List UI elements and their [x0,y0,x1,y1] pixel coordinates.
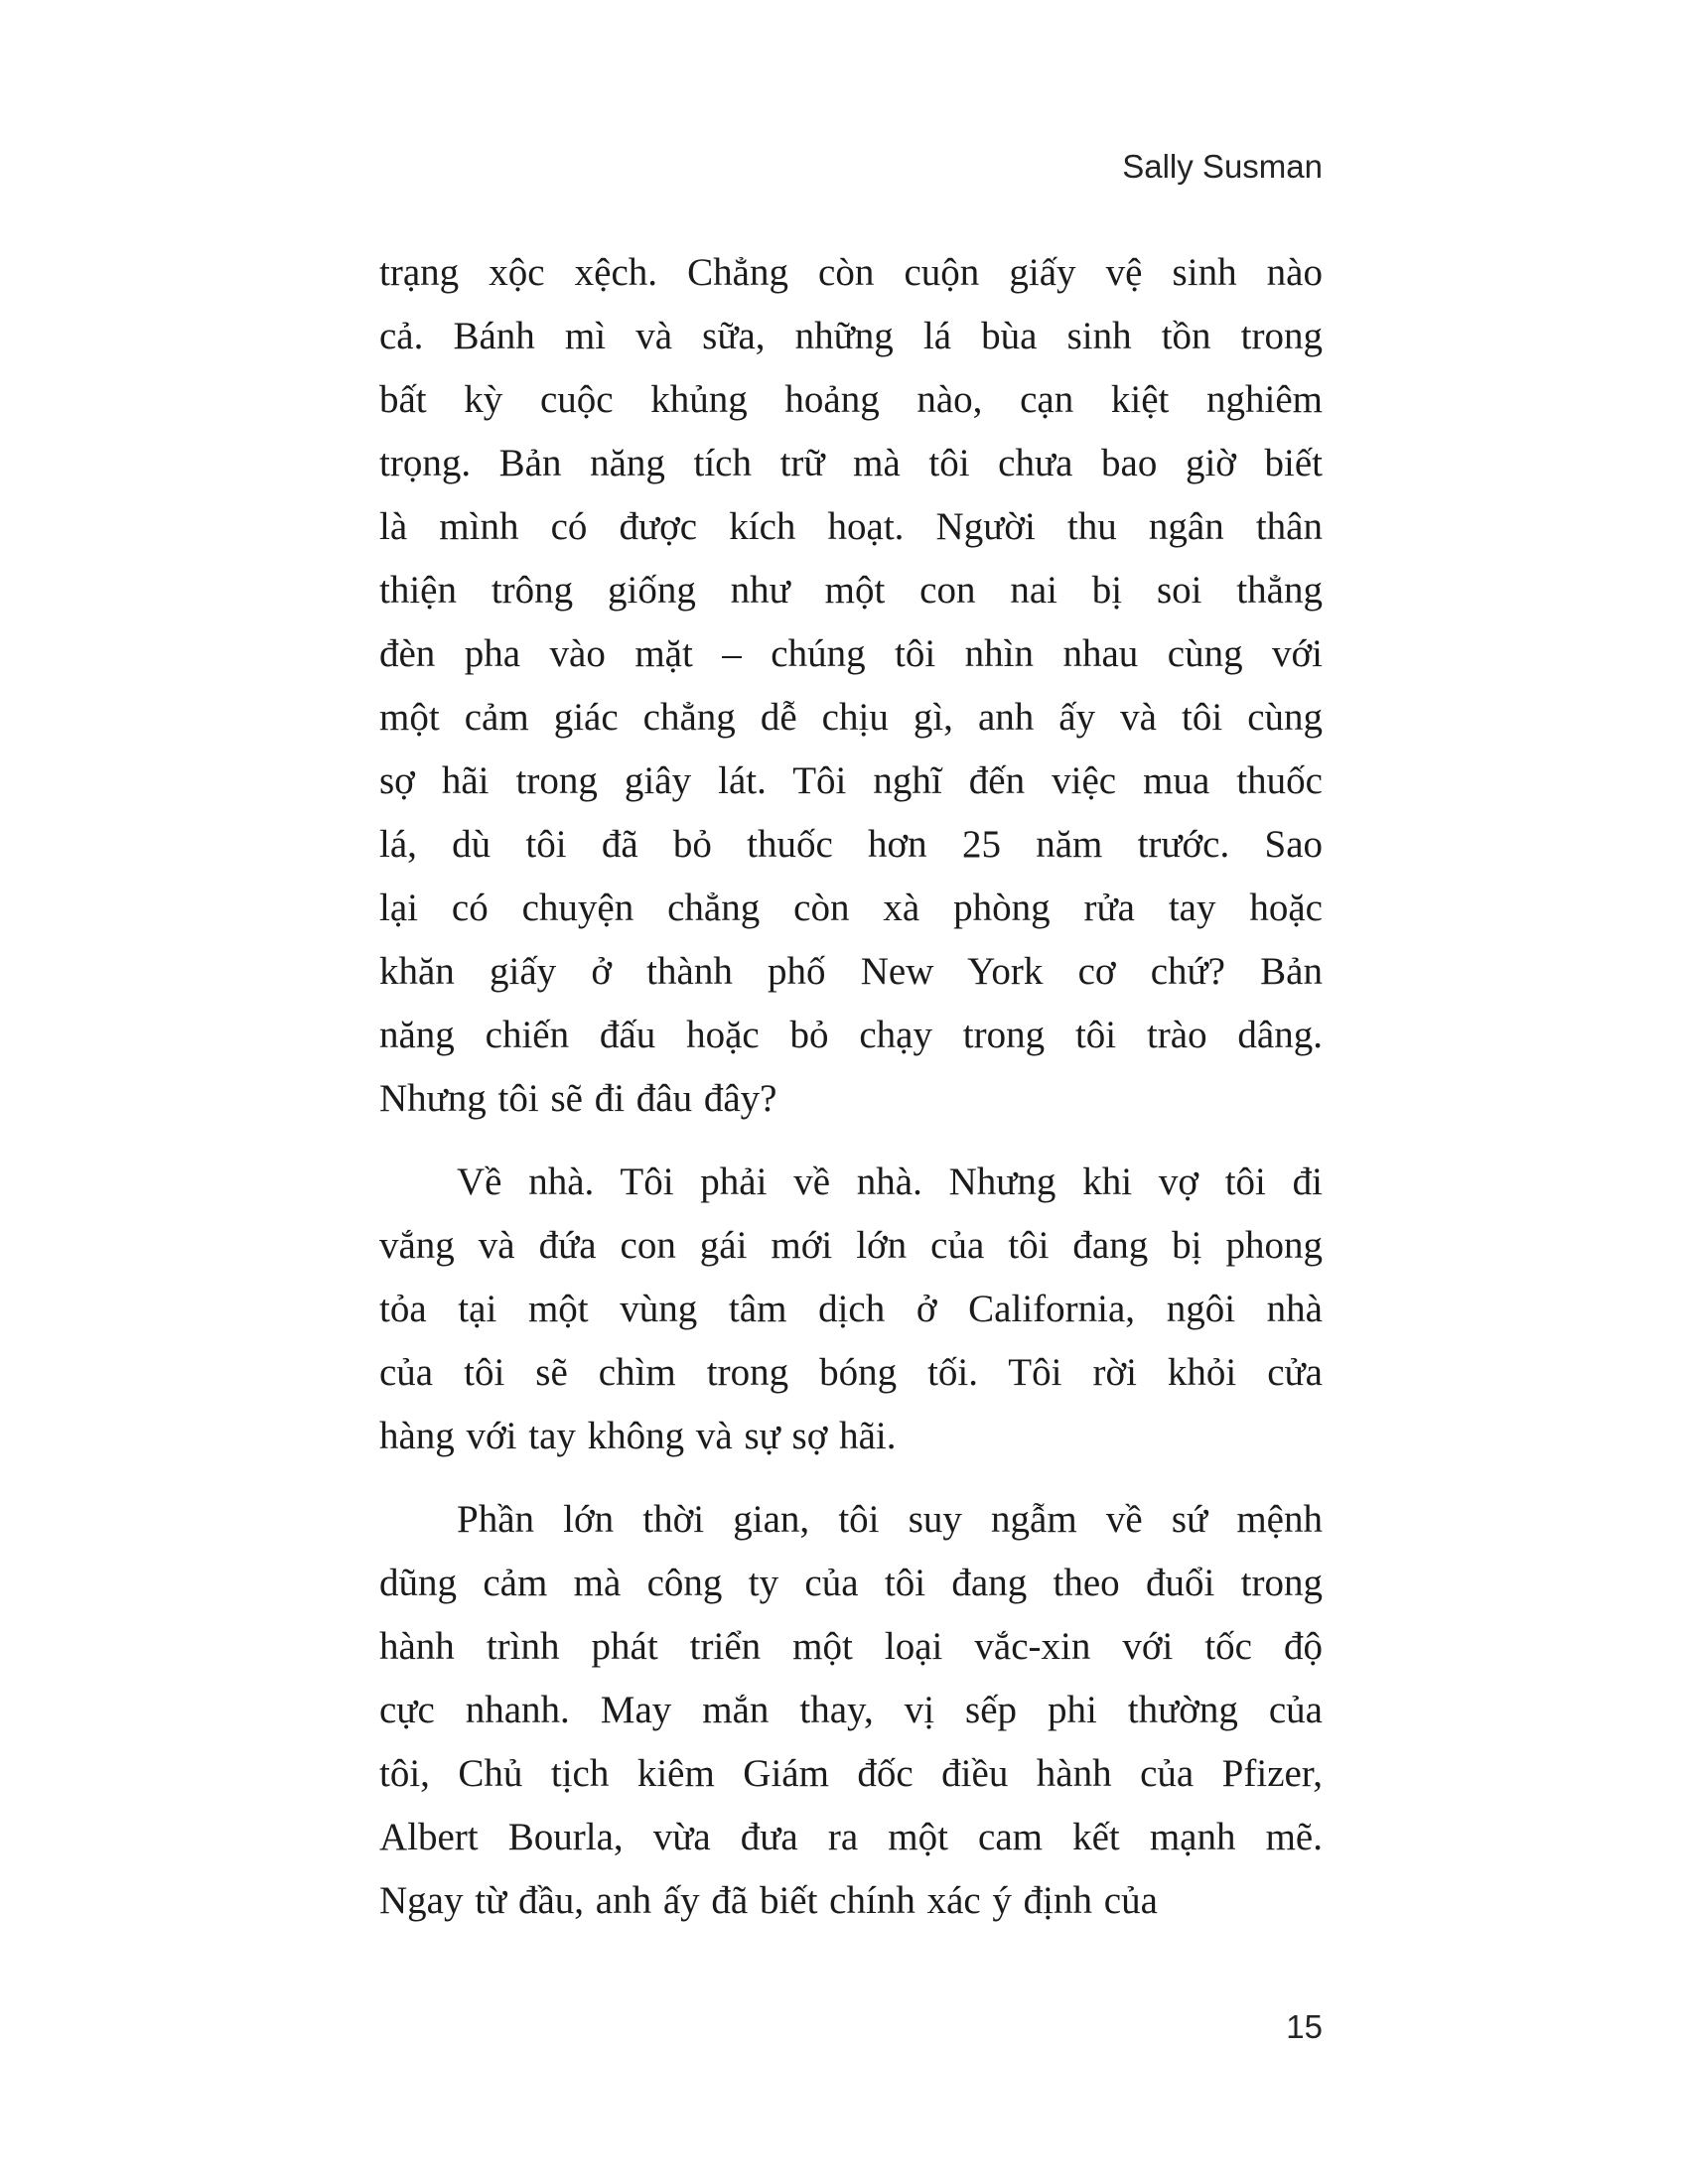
text-line: trọng. Bản năng tích trữ mà tôi chưa bao giờ biết [379,442,1323,484]
paragraph [379,1151,1323,1468]
text-line: khăn giấy ở thành phố New York cơ chứ? Bản [379,950,1323,993]
text-line: vắng và đứa con gái mới lớn của tôi đang bị phong [379,1224,1323,1267]
page-number: 15 [1286,2008,1323,2045]
text-line: năng chiến đấu hoặc bỏ chạy trong tôi trào dâng. [379,1014,1323,1056]
running-header: Sally Susman [1122,148,1323,185]
text-line: lại có chuyện chẳng còn xà phòng rửa tay hoặc [379,887,1323,929]
text-line: hàng với tay không và sự sợ hãi. [379,1415,897,1457]
text-line: của tôi sẽ chìm trong bóng tối. Tôi rời khỏi cửa [379,1351,1323,1394]
text-line: tôi, Chủ tịch kiêm Giám đốc điều hành của Pfizer, [379,1752,1323,1795]
text-line: Phần lớn thời gian, tôi suy ngẫm về sứ mệnh [457,1498,1323,1541]
text-line: cả. Bánh mì và sữa, những lá bùa sinh tồn trong [379,315,1323,357]
text-line: Về nhà. Tôi phải về nhà. Nhưng khi vợ tôi đi [457,1160,1323,1203]
text-line: Albert Bourla, vừa đưa ra một cam kết mạnh mẽ. [379,1816,1323,1858]
text-line: thiện trông giống như một con nai bị soi thẳng [379,569,1323,612]
text-line: là mình có được kích hoạt. Người thu ngân thân [379,505,1323,548]
text-line: một cảm giác chẳng dễ chịu gì, anh ấy và tôi cùng [379,696,1323,739]
paragraph [379,1488,1323,1933]
paragraph [379,241,1323,1131]
text-line: bất kỳ cuộc khủng hoảng nào, cạn kiệt nghiêm [379,378,1323,421]
text-line: Nhưng tôi sẽ đi đâu đây? [379,1077,777,1120]
text-line: sợ hãi trong giây lát. Tôi nghĩ đến việc mua thuốc [379,759,1323,802]
text-line: đèn pha vào mặt – chúng tôi nhìn nhau cùng với [379,632,1323,675]
text-line: hành trình phát triển một loại vắc-xin với tốc độ [379,1625,1323,1668]
body-text [379,241,1323,1933]
text-line: dũng cảm mà công ty của tôi đang theo đuổi trong [379,1562,1323,1604]
text-line: tỏa tại một vùng tâm dịch ở California, ngôi nhà [379,1288,1323,1330]
text-line: cực nhanh. May mắn thay, vị sếp phi thường của [379,1689,1323,1731]
text-line: trạng xộc xệch. Chẳng còn cuộn giấy vệ sinh nào [379,251,1323,294]
text-line: lá, dù tôi đã bỏ thuốc hơn 25 năm trước. Sao [379,823,1323,866]
text-line: Ngay từ đầu, anh ấy đã biết chính xác ý định của [379,1879,1158,1922]
